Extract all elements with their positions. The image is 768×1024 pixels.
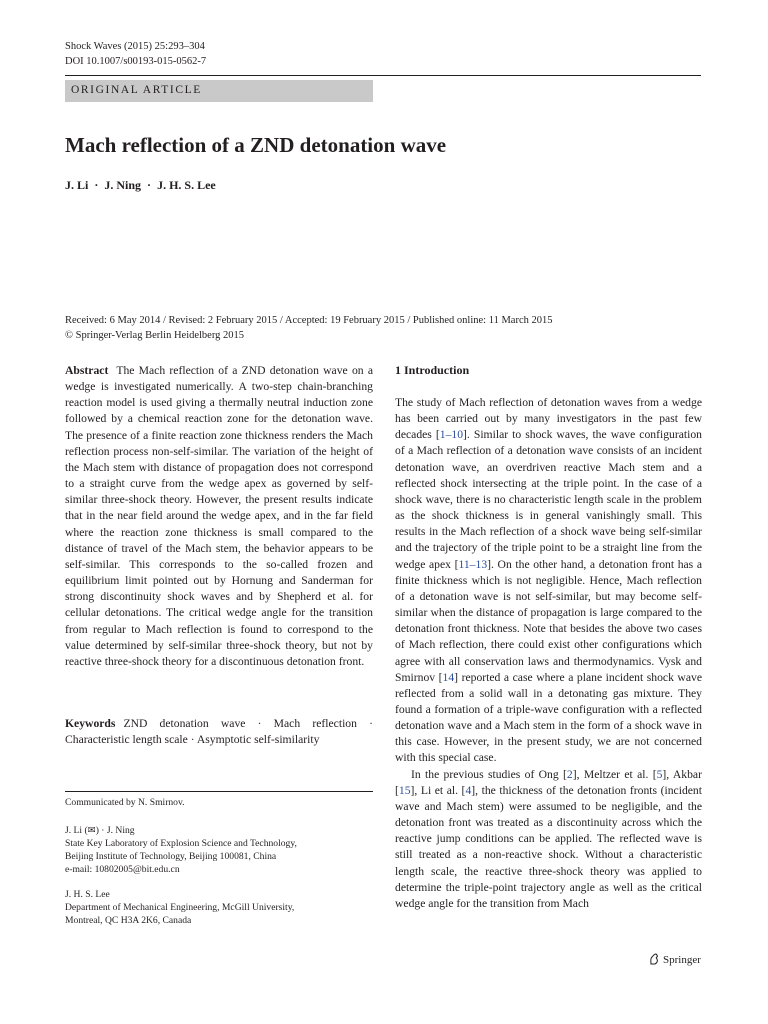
citation-link[interactable]: 14 [442,670,455,684]
author-separator: · [94,178,99,192]
footnote-rule [65,791,373,792]
keywords-text: ZND detonation wave · Mach reflection · Characteristic length scale · Asymptotic self-similarity [65,717,373,747]
affiliation-city: Montreal, QC H3A 2K6, Canada [65,915,192,926]
paper-title: Mach reflection of a ZND detonation wave [65,133,447,157]
affiliation-institution: Beijing Institute of Technology, Beijing 100081, China [65,851,277,862]
abstract [65,363,373,670]
copyright: © Springer-Verlag Berlin Heidelberg 2015 [65,329,245,341]
doi: DOI 10.1007/s00193-015-0562-7 [65,55,207,67]
paragraph: In the previous studies of Ong [2], Meltzer et al. [5], Akbar [15], Li et al. [4], the thickness of the detonation fronts (incident wave and Mach stem) were assumed to be negligible, and the detonation front was treated as a discontinuity across which the reactive jump conditions can be applied. The reflected wave is still treated as a non-reactive shock. Without a characteristic length scale, the reactive three-shock theory was applied to determine the triple-point trajectory angle as well as the critical wedge angle for the transition from Mach [395,767,702,910]
article-type-banner [65,80,373,102]
affiliation-names: J. Li (✉) · J. Ning [65,825,135,836]
affiliation-2 [65,888,294,927]
author-list [65,178,216,193]
citation-link[interactable]: 4 [465,783,472,797]
affiliation-lab: State Key Laboratory of Explosion Science and Technology, [65,838,297,849]
publication-dates [65,314,705,343]
author-name[interactable]: J. Ning [104,178,142,192]
citation-link[interactable]: 15 [398,783,411,797]
affiliation-names: J. H. S. Lee [65,889,110,900]
affiliation-1 [65,824,297,876]
springer-horse-icon [648,953,660,965]
author-name[interactable]: J. Li [65,178,89,192]
journal-citation: Shock Waves (2015) 25:293–304 [65,41,205,52]
keywords-label: Keywords [65,717,116,730]
communicated-by: Communicated by N. Smirnov. [65,797,185,808]
history-dates: Received: 6 May 2014 / Revised: 2 February 2015 / Accepted: 19 February 2015 / Published online: 11 March 2015 [65,315,553,326]
section-heading: 1 Introduction [395,363,470,377]
abstract-label: Abstract [65,364,109,377]
citation-link[interactable]: 1–10 [439,428,464,442]
author-email[interactable]: e-mail: 10802005@bit.edu.cn [65,864,180,875]
introduction-body [395,395,702,912]
affiliation-department: Department of Mechanical Engineering, McGill University, [65,902,295,913]
citation-link[interactable]: 11–13 [458,557,488,571]
citation-link[interactable]: 2 [566,767,573,781]
author-name[interactable]: J. H. S. Lee [157,178,216,192]
publisher-name: Springer [663,954,701,966]
abstract-text: The Mach reflection of a ZND detonation wave on a wedge is investigated numerically. A two-step chain-branching reaction model is used giving a thermally neutral induction zone followed by a chemical reaction zone for the detonation wave. The presence of a finite reaction zone thickness renders the Mach reflection process non-self-similar. The variation of the height of the Mach stem with distance of propagation does not correspond to a straight curve from the wedge apex as governed by self-similar three-shock theory. However, the present results indicate that in the near field around the wedge apex, and in the far field where the reaction zone thickness is small compared to the distance of travel of the Mach stem, the behavior appears to be self-similar. This corresponds to the so-called frozen and equilibrium limit pointed out by Hornung and Sanderman for strong discontinuity shock waves and by Shepherd et al. for cellular detonations. The critical wedge angle for the transition from regular to Mach reflection is found to correspond to the value determined by self-similar three-shock theory, but not by reactive three-shock theory for a discontinuous detonation front. [65,364,373,668]
header-rule [65,75,701,76]
article-type-label: ORIGINAL ARTICLE [71,84,202,96]
author-separator: · [147,178,152,192]
publisher-mark [648,953,701,966]
paragraph: The study of Mach reflection of detonation waves from a wedge has been carried out by many investigators in the past few decades [1–10]. Similar to shock waves, the wave configuration of a Mach reflection of a detonation wave consists of an incident detonation wave, an overdriven reactive Mach stem and a reflected shock intersecting at the triple point. In the case of a shock wave, there is no characteristic length scale in the problem as the shock thickness is in general vanishingly small. This results in the Mach reflection of a shock wave being self-similar and the trajectory of the triple point to be a straight line from the wedge apex [11–13]. On the other hand, a detonation front has a finite thickness which is not negligible. Hence, Mach reflection of a detonation wave is not self-similar, but may become self-similar when the distance of propagation is large compared to the detonation front thickness. Note that besides the above two cases of Mach reflection, there could exist other configurations which agree with all conservation laws and thermodynamics. Vysk and Smirnov [14] reported a case where a plane incident shock wave reflected from a solid wall in a detonating gas mixture. They found a formation of a triple-wave configuration with a reflected detonation wave and a Mach stem in the form of a shock wave in this case. However, in the present study, we are not concerned with this special case. [395,396,703,765]
keywords [65,716,373,748]
journal-meta [65,40,206,69]
citation-link[interactable]: 5 [656,767,663,781]
